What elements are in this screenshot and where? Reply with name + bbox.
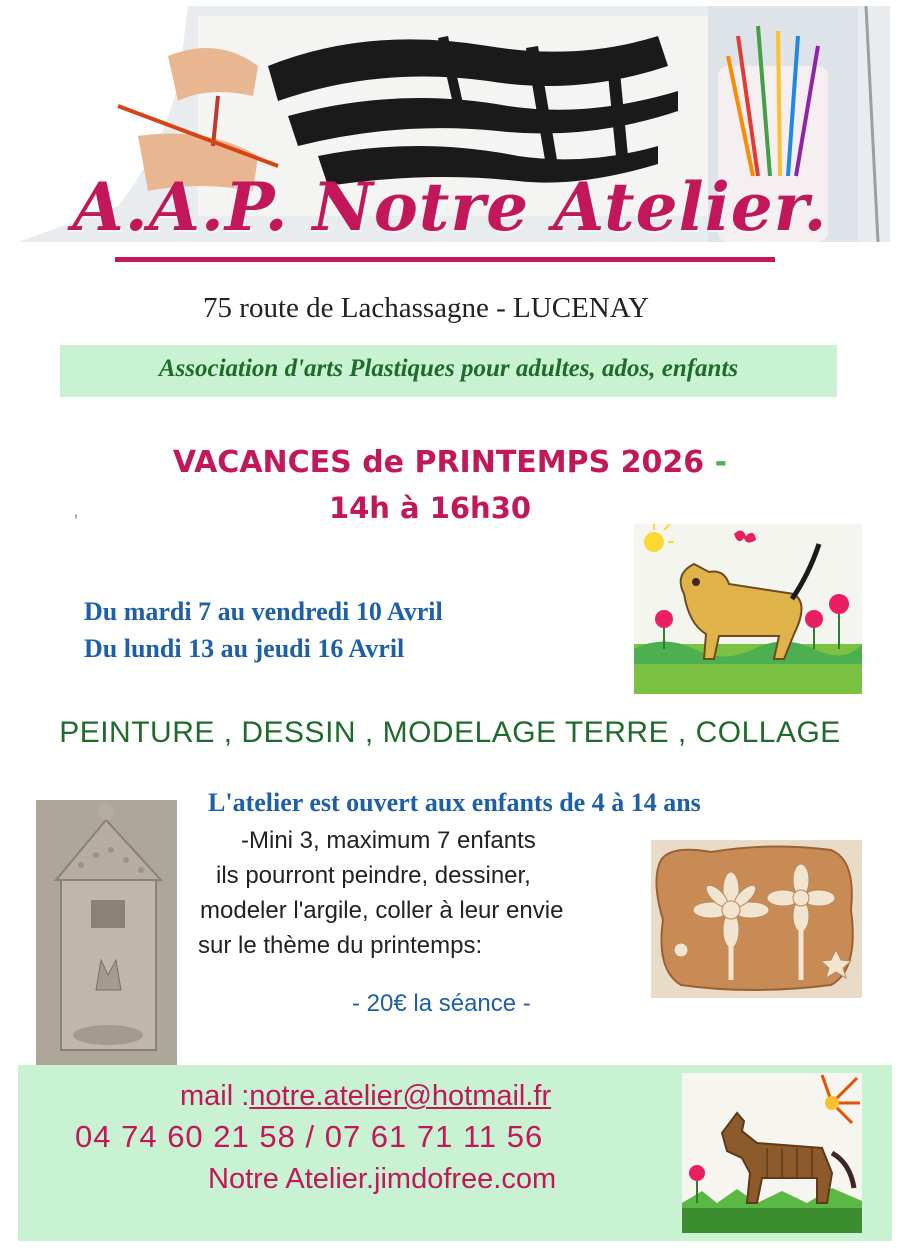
description-line: -Mini 3, maximum 7 enfants: [241, 827, 536, 854]
page-title: A.A.P. Notre Atelier.: [72, 168, 828, 246]
date-range-1: Du mardi 7 au vendredi 10 Avril: [84, 597, 443, 626]
event-title-text: VACANCES de PRINTEMPS 2026: [172, 445, 705, 480]
age-range-info: L'atelier est ouvert aux enfants de 4 à 14 ans: [208, 788, 701, 817]
cat-painting-image: [634, 524, 862, 694]
activities-list: PEINTURE , DESSIN , MODELAGE TERRE , COLLAGE: [59, 716, 841, 749]
title-underline: [115, 257, 775, 262]
description-line: sur le thème du printemps:: [198, 932, 483, 959]
association-tagline: Association d'arts Plastiques pour adultes, ados, enfants: [158, 355, 739, 382]
decorative-tick: ʼ: [74, 512, 78, 532]
price: - 20€ la séance -: [352, 990, 531, 1017]
event-hours: 14h à 16h30: [328, 491, 532, 525]
contact-phones: 04 74 60 21 58 / 07 61 71 11 56: [75, 1119, 544, 1154]
description-line: ils pourront peindre, dessiner,: [216, 862, 531, 889]
address: 75 route de Lachassagne - LUCENAY: [203, 292, 649, 324]
email-link[interactable]: notre.atelier@hotmail.fr: [249, 1080, 552, 1112]
event-title-dash: -: [714, 445, 728, 480]
contact-mail: [180, 1080, 551, 1113]
mail-label: mail :: [180, 1080, 250, 1112]
event-title: [0, 445, 900, 480]
description-line: modeler l'argile, coller à leur envie: [200, 897, 564, 924]
website-link[interactable]: Notre Atelier.jimdofree.com: [208, 1163, 557, 1195]
date-range-2: Du lundi 13 au jeudi 16 Avril: [84, 634, 405, 663]
clay-house-image: [36, 800, 177, 1068]
horse-collage-image: [682, 1073, 862, 1233]
workshop-description: [196, 823, 636, 963]
clay-flowers-image: [651, 840, 862, 998]
